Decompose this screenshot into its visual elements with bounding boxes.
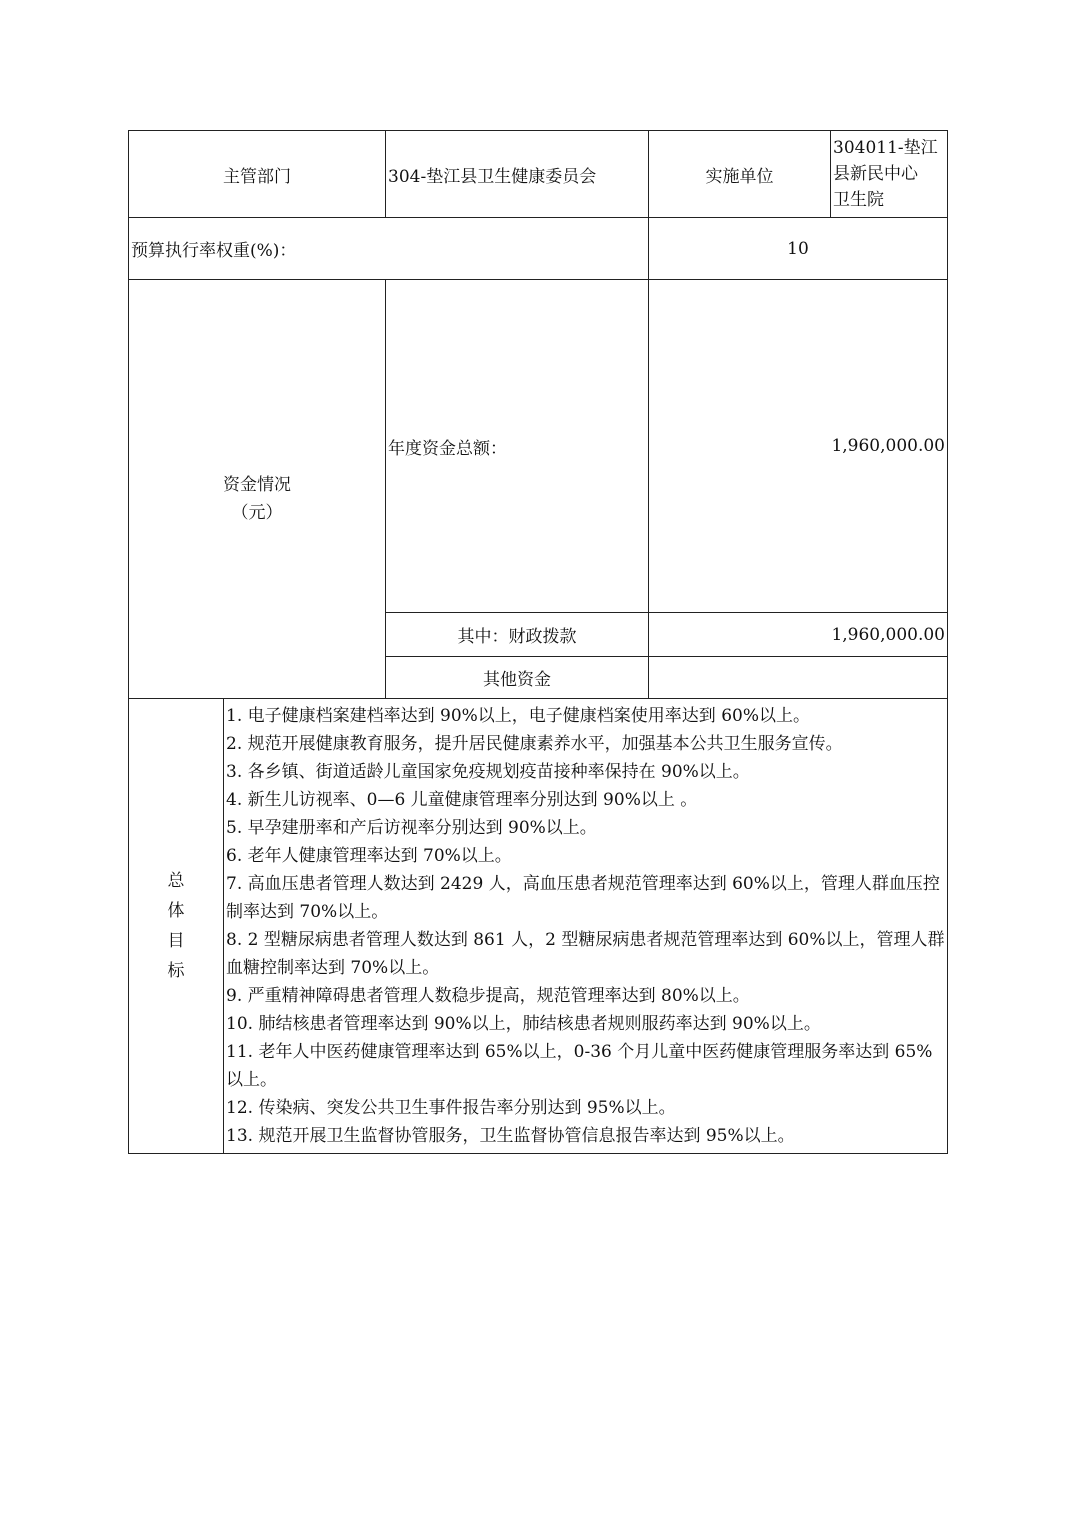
goal-item: 2. 规范开展健康教育服务，提升居民健康素养水平，加强基本公共卫生服务宣传。	[226, 734, 843, 754]
annual-funds-row	[129, 280, 948, 613]
goal-item: 7. 高血压患者管理人数达到 2429 人，高血压患者规范管理率达到 60%以上，管理人群血压控制率达到 70%以上。	[226, 874, 940, 922]
impl-value-line-1: 304011-垫江	[833, 138, 938, 158]
fiscal-label: 其中：财政拨款	[457, 627, 577, 647]
weight-label-cell	[129, 218, 649, 280]
dept-value-cell	[386, 131, 649, 218]
annual-value-cell	[649, 280, 948, 613]
dept-label-cell	[129, 131, 386, 218]
goal-item: 10. 肺结核患者管理率达到 90%以上，肺结核患者规则服药率达到 90%以上。	[226, 1014, 821, 1034]
budget-goal-table	[128, 130, 948, 1154]
goals-label-char: 标	[167, 961, 185, 981]
goals-row	[129, 699, 948, 1154]
impl-value-cell	[831, 131, 948, 218]
annual-label-cell	[386, 280, 649, 613]
goals-label-char: 总	[167, 871, 185, 891]
impl-label: 实施单位	[705, 166, 774, 187]
goal-item: 12. 传染病、突发公共卫生事件报告率分别达到 95%以上。	[226, 1098, 676, 1118]
goal-item: 6. 老年人健康管理率达到 70%以上。	[226, 846, 512, 866]
annual-label: 年度资金总额：	[388, 438, 507, 459]
dept-value: 304-垫江县卫生健康委员会	[388, 166, 597, 187]
weight-value: 10	[787, 238, 809, 259]
goal-item: 8. 2 型糖尿病患者管理人数达到 861 人，2 型糖尿病患者规范管理率达到 60%以上，管理人群血糖控制率达到 70%以上。	[226, 930, 945, 978]
goals-label-char: 体	[167, 901, 185, 921]
goal-item: 9. 严重精神障碍患者管理人数稳步提高，规范管理率达到 80%以上。	[226, 986, 750, 1006]
funds-label: 资金情况	[223, 475, 291, 495]
impl-label-cell	[649, 131, 831, 218]
goals-label-char: 目	[167, 931, 185, 951]
fiscal-value: 1,960,000.00	[831, 624, 945, 645]
goal-item: 5. 早孕建册率和产后访视率分别达到 90%以上。	[226, 818, 597, 838]
goal-item: 13. 规范开展卫生监督协管服务，卫生监督协管信息报告率达到 95%以上。	[226, 1126, 795, 1146]
goals-label-cell	[129, 699, 224, 1154]
weight-row	[129, 218, 948, 280]
other-label: 其他资金	[483, 670, 551, 690]
goal-item: 11. 老年人中医药健康管理率达到 65%以上，0-36 个月儿童中医药健康管理服务率达到 65%以上。	[226, 1042, 933, 1090]
header-row	[129, 131, 948, 218]
goal-item: 3. 各乡镇、街道适龄儿童国家免疫规划疫苗接种率保持在 90%以上。	[226, 762, 750, 782]
impl-value-line-3: 卫生院	[833, 190, 884, 210]
funds-unit: （元）	[231, 503, 283, 523]
other-label-cell	[386, 657, 649, 699]
fiscal-value-cell	[649, 613, 948, 657]
dept-label: 主管部门	[223, 166, 291, 187]
impl-value-line-2: 县新民中心	[833, 164, 918, 184]
weight-label: 预算执行率权重(%)：	[131, 241, 297, 261]
weight-value-cell	[649, 218, 948, 280]
goal-item: 4. 新生儿访视率、0—6 儿童健康管理率分别达到 90%以上 。	[226, 790, 698, 810]
goals-list-cell	[224, 699, 948, 1154]
annual-value: 1,960,000.00	[831, 436, 945, 456]
goal-item: 1. 电子健康档案建档率达到 90%以上，电子健康档案使用率达到 60%以上。	[226, 706, 811, 726]
fiscal-label-cell	[386, 613, 649, 657]
funds-label-cell	[129, 280, 386, 699]
other-value-cell	[649, 657, 948, 699]
